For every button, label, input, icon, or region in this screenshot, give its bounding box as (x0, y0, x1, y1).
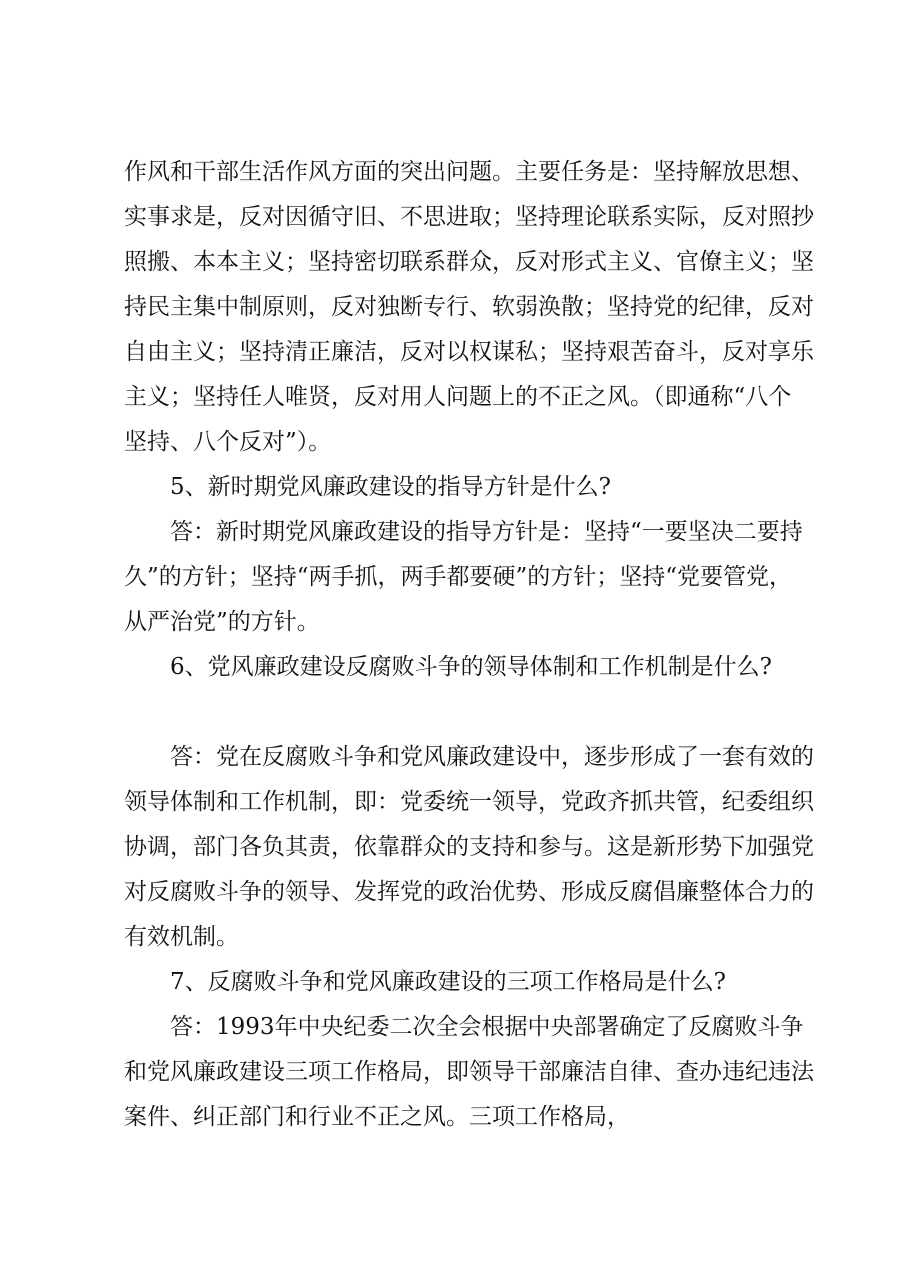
answer-6: 答：党在反腐败斗争和党风廉政建设中，逐步形成了一套有效的领导体制和工作机制，即：党委统一领导，党政齐抓共管，纪委组织协调，部门各负其责，依靠群众的支持和参与。这是新形势下加强党对反腐败斗争的领导、发挥党的政治优势、形成反腐倡廉整体合力的有效机制。 (124, 744, 814, 950)
document-body (124, 150, 814, 1140)
paragraph-continuation: 作风和干部生活作风方面的突出问题。主要任务是：坚持解放思想、实事求是，反对因循守旧、不思进取；坚持理论联系实际，反对照抄照搬、本本主义；坚持密切联系群众，反对形式主义、官僚主义；坚持民主集中制原则，反对独断专行、软弱涣散；坚持党的纪律，反对自由主义；坚持清正廉洁，反对以权谋私；坚持艰苦奋斗，反对享乐主义；坚持任人唯贤，反对用人问题上的不正之风。（即通称“八个坚持、八个反对”）。 (124, 159, 814, 455)
answer-5: 答：新时期党风廉政建设的指导方针是：坚持“一要坚决二要持久”的方针；坚持“两手抓，两手都要硬”的方针；坚持“党要管党，从严治党”的方针。 (124, 519, 803, 635)
answer-7: 答：1993年中央纪委二次全会根据中央部署确定了反腐败斗争和党风廉政建设三项工作格局，即领导干部廉洁自律、查办违纪违法案件、纠正部门和行业不正之风。三项工作格局， (124, 1014, 814, 1130)
question-7: 7、反腐败斗争和党风廉政建设的三项工作格局是什么? (170, 969, 726, 995)
question-6: 6、党风廉政建设反腐败斗争的领导体制和工作机制是什么? (170, 654, 772, 680)
question-5: 5、新时期党风廉政建设的指导方针是什么? (170, 474, 611, 500)
